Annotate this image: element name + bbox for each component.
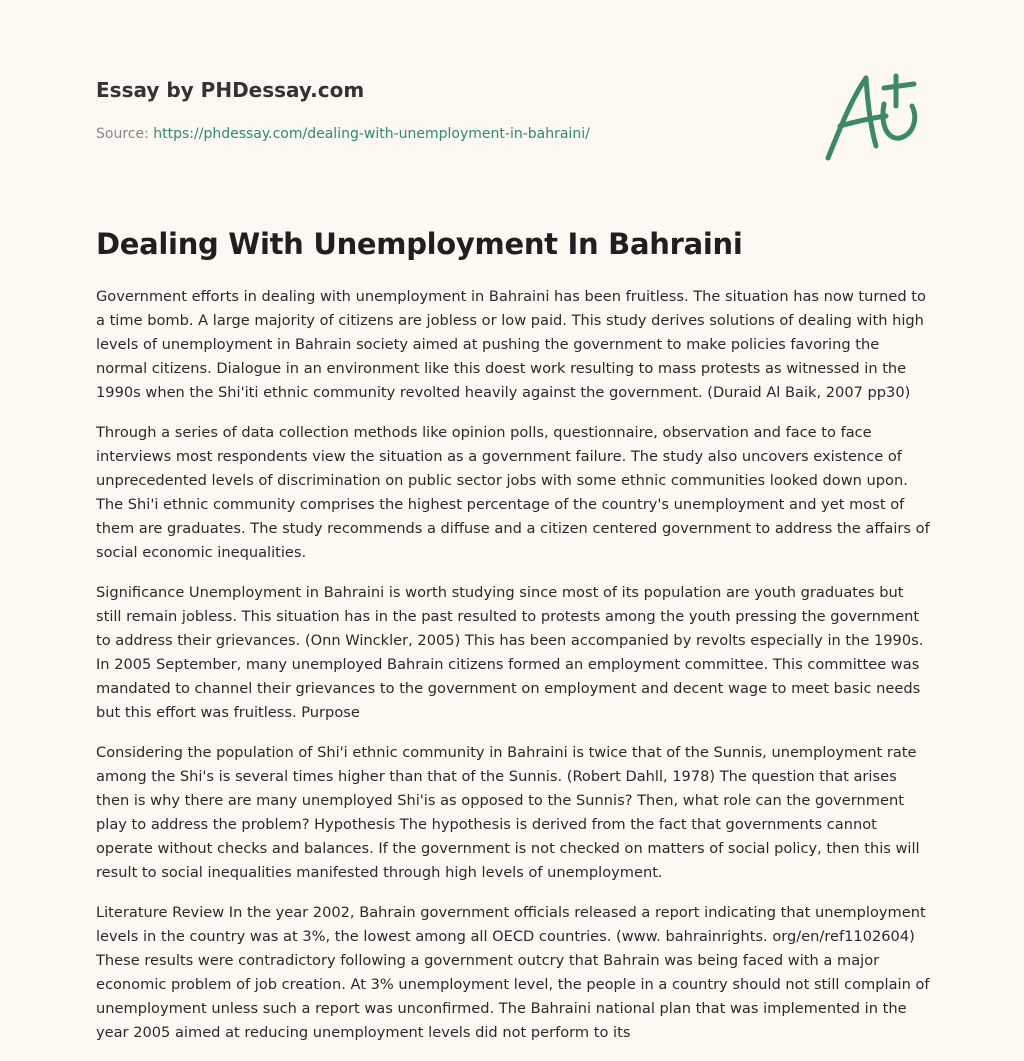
article-body xyxy=(96,285,932,1061)
source-label: Source: xyxy=(96,126,149,142)
paragraph: Through a series of data collection methods like opinion polls, questionnaire, observation and face to face interviews most respondents view the situation as a government failure. The study also uncovers existence of unprecedented levels of discrimination on public sector jobs with some ethnic communities looked down upon. The Shi'i ethnic community comprises the highest percentage of the country's unemployment and yet most of them are graduates. The study recommends a diffuse and a citizen centered government to address the affairs of social economic inequalities. xyxy=(96,424,930,561)
article-title: Dealing With Unemployment In Bahraini xyxy=(96,227,743,261)
paragraph: Government efforts in dealing with unemployment in Bahraini has been fruitless. The situation has now turned to a time bomb. A large majority of citizens are jobless or low paid. This study derives solutions of dealing with high levels of unemployment in Bahrain society aimed at pushing the government to make policies favoring the normal citizens. Dialogue in an environment like this doest work resulting to mass protests as witnessed in the 1990s when the Shi'iti ethnic community revolted heavily against the government. (Duraid Al Baik, 2007 pp30) xyxy=(96,288,926,401)
paragraph: Significance Unemployment in Bahraini is worth studying since most of its population are youth graduates but still remain jobless. This situation has in the past resulted to protests among the youth pressing the government to address their grievances. (Onn Winckler, 2005) This has been accompanied by revolts especially in the 1990s. In 2005 September, many unemployed Bahrain citizens formed an employment committee. This committee was mandated to channel their grievances to the government on employment and decent wage to meet basic needs but this effort was fruitless. Purpose xyxy=(96,584,924,721)
source-line xyxy=(96,124,590,144)
a-plus-logo-icon xyxy=(822,68,928,164)
source-link[interactable]: https://phdessay.com/dealing-with-unemployment-in-bahraini/ xyxy=(153,126,590,142)
paragraph: Considering the population of Shi'i ethnic community in Bahraini is twice that of the Sunnis, unemployment rate among the Shi's is several times higher than that of the Sunnis. (Robert Dahll, 1978) The question that arises then is why there are many unemployed Shi'is as opposed to the Sunnis? Then, what role can the government play to address the problem? Hypothesis The hypothesis is derived from the fact that governments cannot operate without checks and balances. If the government is not checked on matters of social policy, then this will result to social inequalities manifested through high levels of unemployment. xyxy=(96,744,920,881)
paragraph: Literature Review In the year 2002, Bahrain government officials released a report indicating that unemployment levels in the country was at 3%, the lowest among all OECD countries. (www. bahrainrights. org/en/ref1102604) These results were contradictory following a government outcry that Bahrain was being faced with a major economic problem of job creation. At 3% unemployment level, the people in a country should not still complain of unemployment unless such a report was unconfirmed. The Bahraini national plan that was implemented in the year 2005 aimed at reducing unemployment levels did not perform to its xyxy=(96,904,930,1041)
page-header xyxy=(96,76,928,186)
site-brand: Essay by PHDessay.com xyxy=(96,78,365,102)
